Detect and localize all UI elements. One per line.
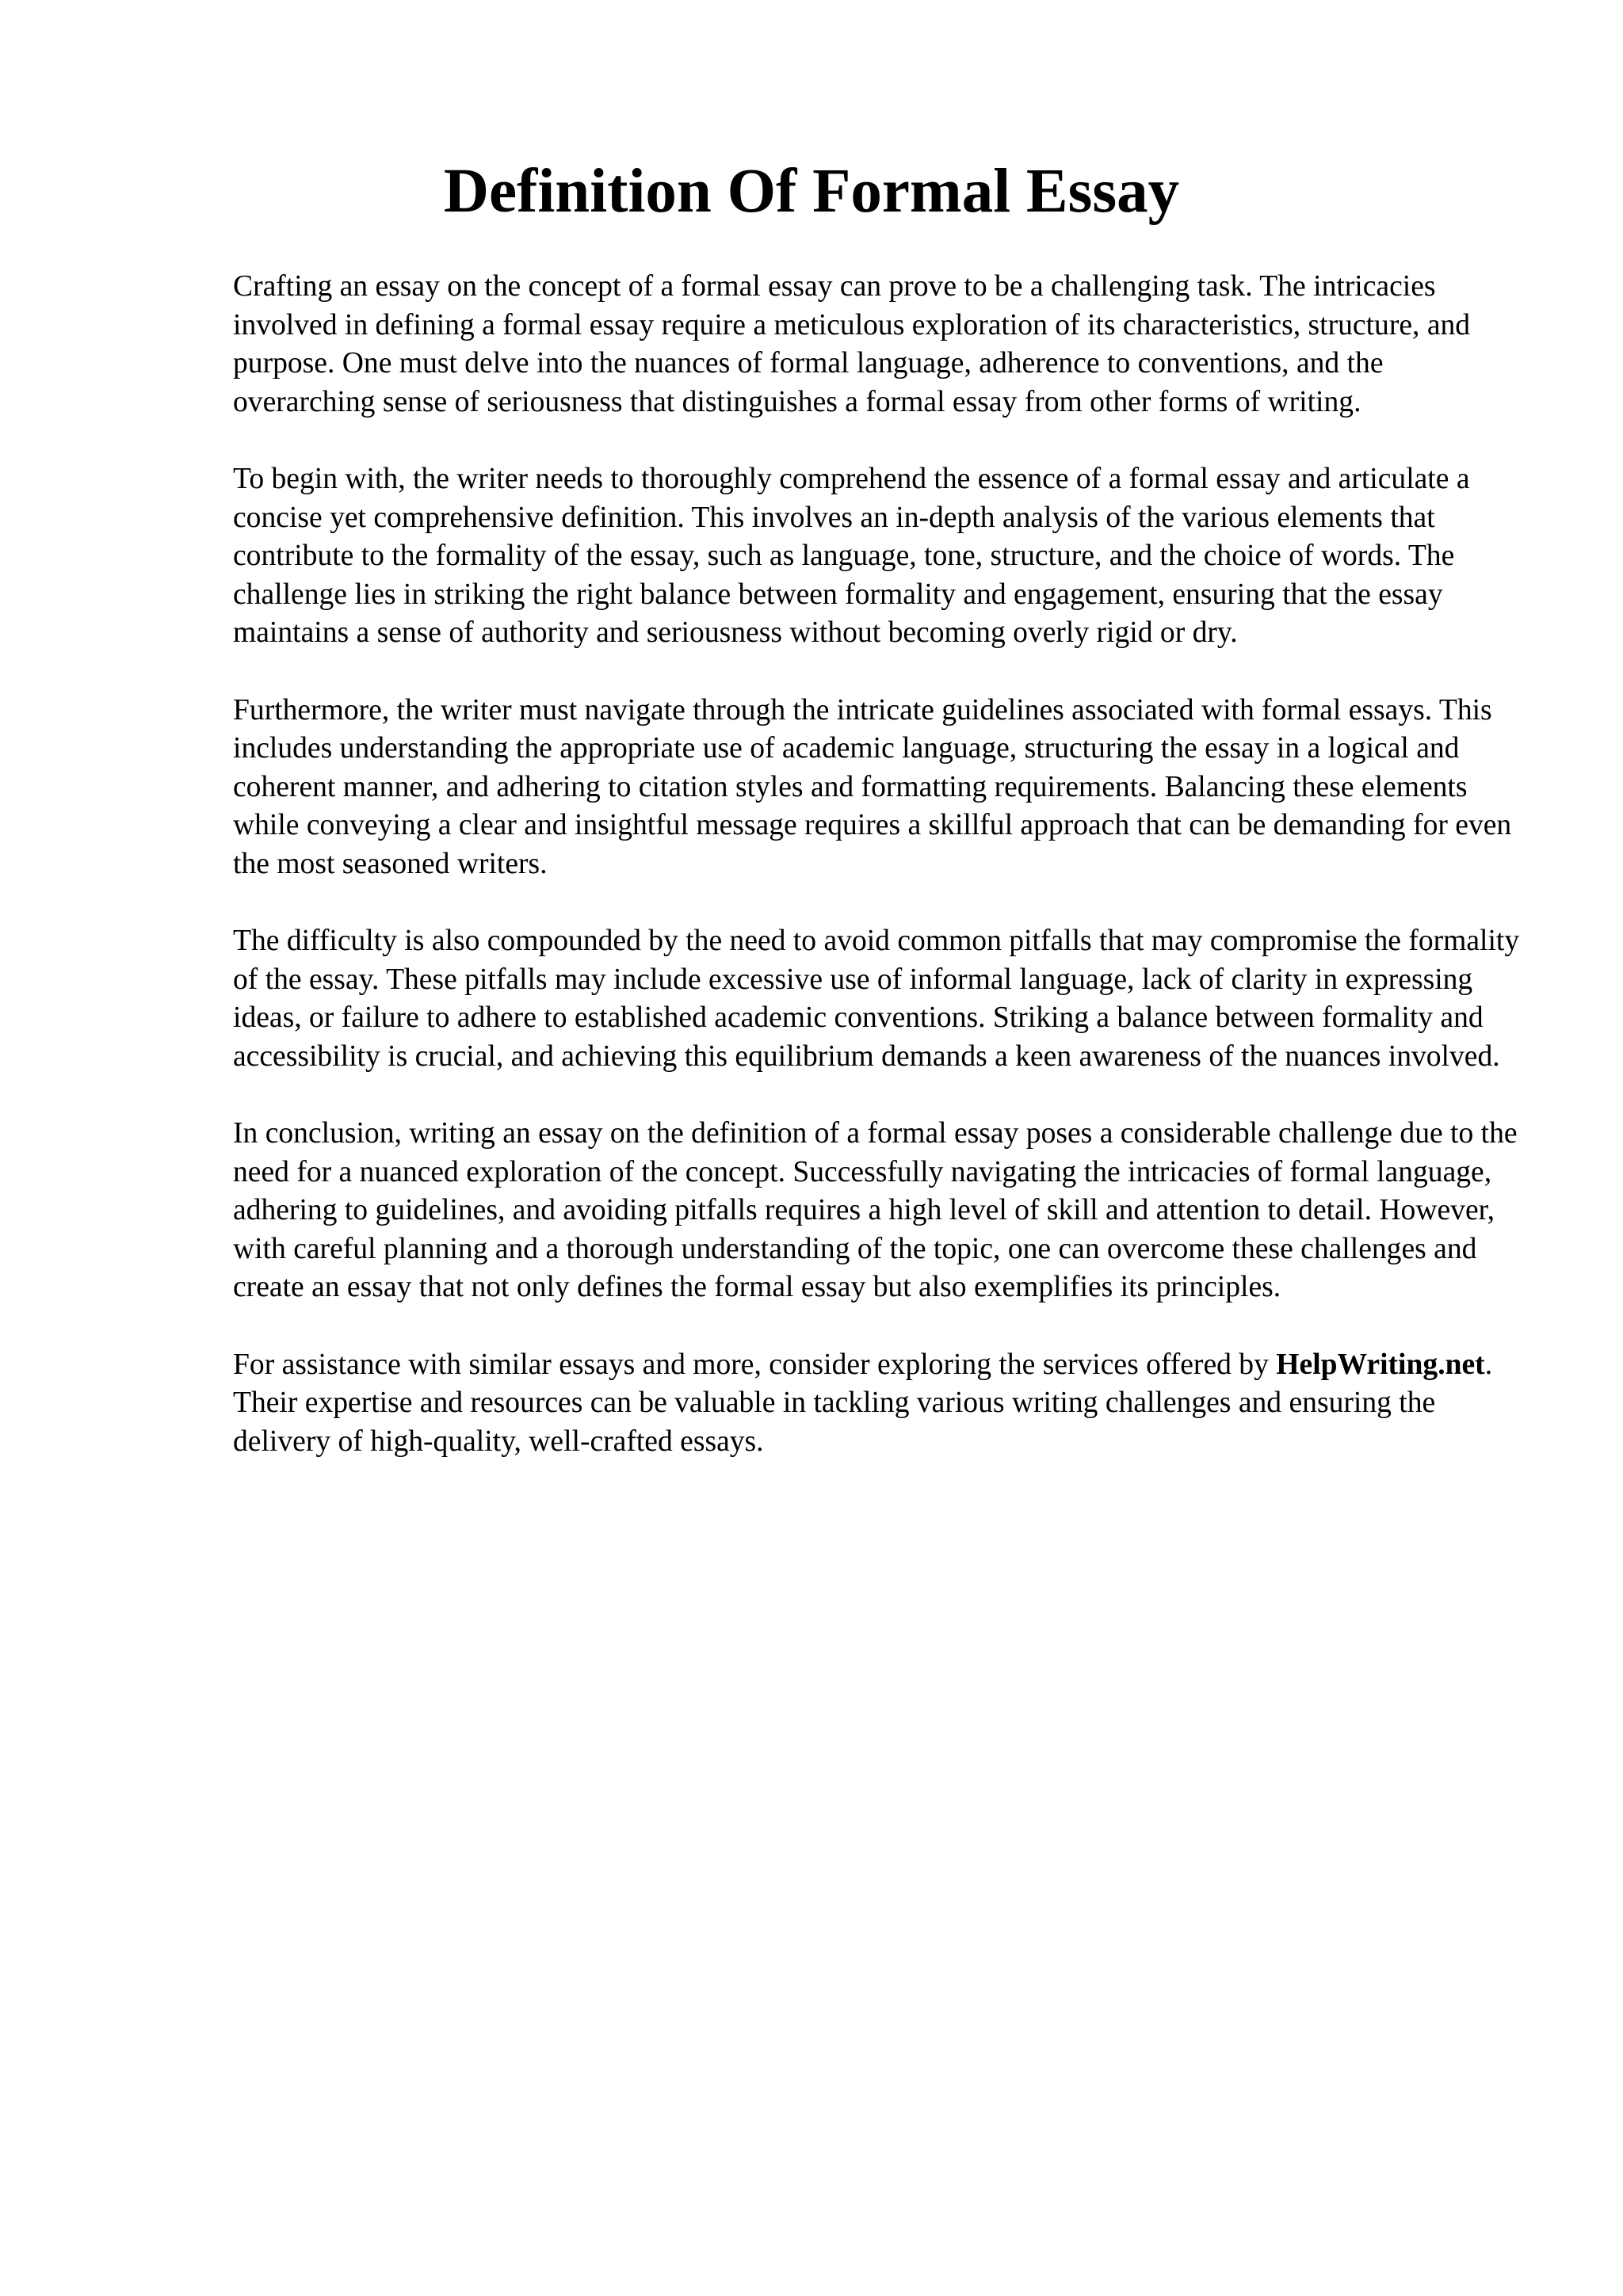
document-body	[233, 268, 1520, 1500]
closing-text-before: For assistance with similar essays and more, consider exploring the services offered by	[233, 1348, 1277, 1381]
paragraph-5: In conclusion, writing an essay on the definition of a formal essay poses a considerable challenge due to the need for a nuanced exploration of the concept. Successfully navigating the intricacies of formal language, adhering to guidelines, and avoiding pitfalls requires a high level of skill and attention to detail. However, with careful planning and a thorough understanding of the topic, one can overcome these challenges and create an essay that not only defines the formal essay but also exemplifies its principles.	[233, 1117, 1518, 1303]
document-title: Definition Of Formal Essay	[443, 157, 1180, 226]
paragraph-1: Crafting an essay on the concept of a formal essay can prove to be a challenging task. The intricacies involved in defining a formal essay require a meticulous exploration of its characteristics, structure, and purpose. One must delve into the nuances of formal language, adherence to conventions, and the overarching sense of seriousness that distinguishes a formal essay from other forms of writing.	[233, 270, 1471, 418]
paragraph-3: Furthermore, the writer must navigate through the intricate guidelines associated with formal essays. This includes understanding the appropriate use of academic language, structuring the essay in a logical and coherent manner, and adhering to citation styles and formatting requirements. Balancing these elements while conveying a clear and insightful message requires a skillful approach that can be demanding for even the most seasoned writers.	[233, 693, 1512, 880]
closing-text-after: . Their expertise and resources can be valuable in tackling various writing challenges and ensuring the delivery of high-quality, well-crafted essays.	[233, 1348, 1493, 1458]
brand-name: HelpWriting.net	[1276, 1348, 1485, 1381]
paragraph-2: To begin with, the writer needs to thoroughly comprehend the essence of a formal essay and articulate a concise yet comprehensive definition. This involves an in-depth analysis of the various elements that contribute to the formality of the essay, such as language, tone, structure, and the choice of words. The challenge lies in striking the right balance between formality and engagement, ensuring that the essay maintains a sense of authority and seriousness without becoming overly rigid or dry.	[233, 463, 1470, 649]
paragraph-4: The difficulty is also compounded by the need to avoid common pitfalls that may compromise the formality of the essay. These pitfalls may include excessive use of informal language, lack of clarity in expressing ideas, or failure to adhere to established academic conventions. Striking a balance between formality and accessibility is crucial, and achieving this equilibrium demands a keen awareness of the nuances involved.	[233, 925, 1520, 1073]
closing-paragraph	[233, 1346, 1520, 1462]
